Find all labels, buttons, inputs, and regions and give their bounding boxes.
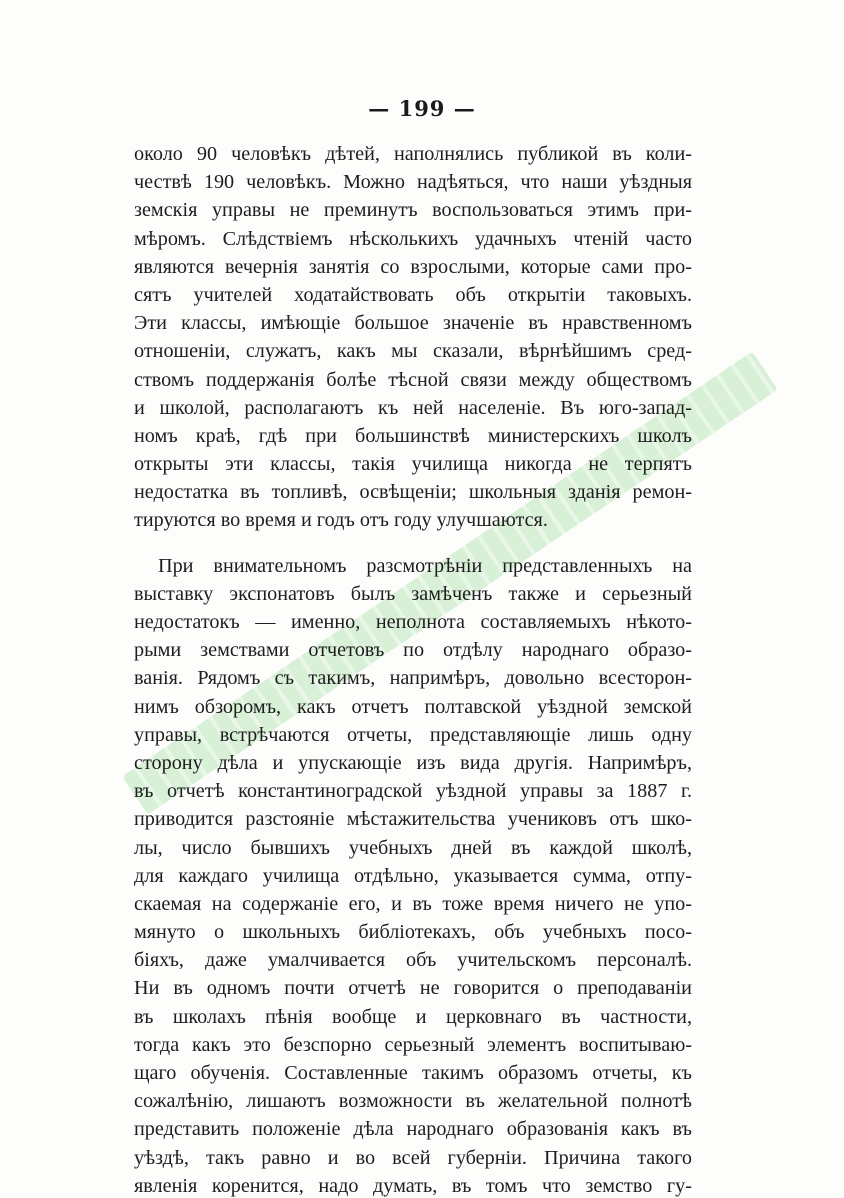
text-line: сожалѣнію, лишаютъ возможности въ желательной полнотѣ (134, 1090, 692, 1113)
text-line: Ни въ одномъ почти отчетѣ не говорится о преподаваніи (134, 977, 692, 1000)
text-line: тируются во время и годъ отъ году улучшаются. (134, 509, 548, 532)
text-line: отношеніи, служатъ, какъ мы сказали, вѣрнѣйшимъ сред- (134, 340, 692, 363)
text-line: щаго обученія. Составленные такимъ образомъ отчеты, къ (134, 1062, 692, 1084)
body-text (134, 140, 692, 1198)
text-line: ствомъ поддержанія болѣе тѣсной связи между обществомъ (134, 368, 692, 391)
paragraph-2 (134, 552, 692, 1198)
text-line: При внимательномъ разсмотрѣніи представленныхъ на (158, 554, 692, 577)
text-line: скаемая на содержаніе его, и въ тоже время ничего не упо- (134, 892, 692, 915)
text-line: ванія. Рядомъ съ такимъ, напримѣръ, довольно всесторон- (134, 667, 692, 690)
text-line: въ отчетѣ константиноградской уѣздной управы за 1887 г. (134, 780, 692, 803)
text-line: лы, число бывшихъ учебныхъ дней въ каждой школѣ, (134, 836, 692, 859)
text-line: Эти классы, имѣющіе большое значеніе въ нравственномъ (134, 312, 692, 335)
text-line: тогда какъ это безспорно серьезный элементъ воспитываю- (134, 1033, 692, 1056)
text-line: приводится разстояніе мѣстажительства учениковъ отъ шко- (134, 808, 692, 831)
paragraph-1 (134, 140, 692, 535)
text-line: мянуто о школьныхъ библіотекахъ, объ учебныхъ посо- (134, 921, 692, 944)
text-line: нимъ обзоромъ, какъ отчетъ полтавской уѣздной земской (134, 695, 692, 718)
text-line: сятъ учителей ходатайствовать объ открытіи таковыхъ. (134, 283, 692, 306)
text-line: недостатокъ — именно, неполнота составляемыхъ нѣкото- (134, 611, 692, 633)
text-line: и школой, располагаютъ къ ней населеніе. Въ юго-запад- (134, 396, 692, 419)
text-line: чествѣ 190 человѣкъ. Можно надѣяться, что наши уѣздныя (134, 171, 692, 194)
page-number: — 199 — (368, 96, 476, 121)
text-line: земскія управы не преминутъ воспользоваться этимъ при- (134, 199, 692, 222)
text-line: представить положеніе дѣла народнаго образованія какъ въ (134, 1118, 692, 1141)
text-line: мѣромъ. Слѣдствіемъ нѣсколькихъ удачныхъ чтеній часто (134, 227, 692, 250)
text-line: открыты эти классы, такія училища никогда не терпятъ (134, 453, 692, 476)
text-line: для каждаго училища отдѣльно, указывается сумма, отпу- (134, 864, 692, 887)
text-line: уѣздѣ, такъ равно и во всей губерніи. Причина такого (134, 1146, 692, 1169)
text-line: біяхъ, даже умалчивается объ учительскомъ персоналѣ. (134, 949, 692, 972)
text-line: около 90 человѣкъ дѣтей, наполнялись публикой въ коли- (134, 143, 692, 165)
text-line: являются вечернія занятія со взрослыми, которые сами про- (134, 255, 692, 278)
text-line: выставку экспонатовъ былъ замѣченъ также и серьезный (134, 582, 692, 605)
text-line: рыми земствами отчетовъ по отдѣлу народнаго образо- (134, 639, 692, 662)
text-line: недостатка въ топливѣ, освѣщеніи; школьныя зданія ремон- (134, 481, 692, 504)
text-line: номъ краѣ, гдѣ при большинствѣ министерскихъ школъ (134, 424, 692, 447)
text-line: въ школахъ пѣнія вообще и церковнаго въ частности, (134, 1005, 692, 1028)
text-line: явленія коренится, надо думать, въ томъ что земство гу- (134, 1174, 692, 1197)
text-line: управы, встрѣчаются отчеты, представляющіе лишь одну (134, 723, 692, 746)
text-line: сторону дѣла и упускающіе изъ вида другія. Напримѣръ, (134, 751, 692, 774)
